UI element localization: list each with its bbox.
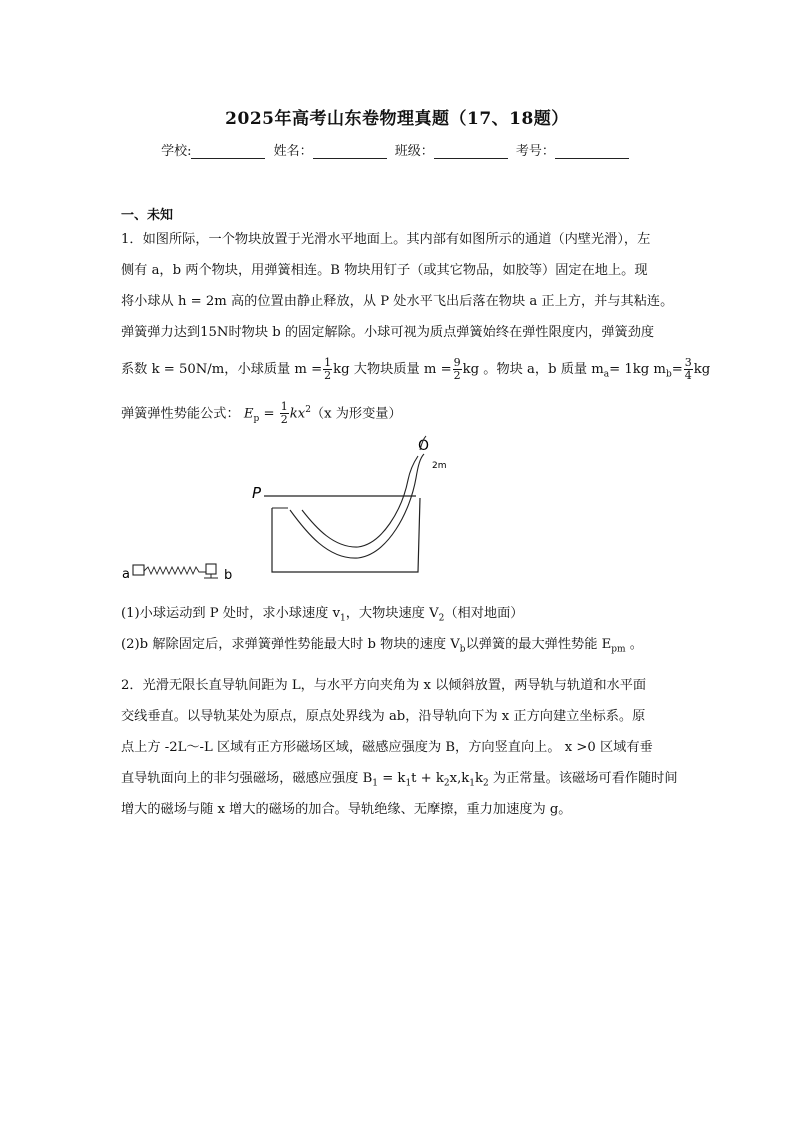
subscript: 1 xyxy=(405,778,412,789)
q1-mass-text: kg 大物块质量 m = xyxy=(333,362,452,377)
q2-line: 2．光滑无限长直导轨间距为 L，与水平方向夹角为 x 以倾斜放置，两导轨与轨道和水平面 xyxy=(121,678,647,693)
fig-label-p: P xyxy=(252,484,262,502)
part-text: 以弹簧的最大弹性势能 E xyxy=(465,637,612,652)
name-label: 姓名： xyxy=(273,144,313,159)
q1-mass-line xyxy=(121,348,711,392)
formula-text: （x 为形变量） xyxy=(310,406,402,422)
subscript: 2 xyxy=(438,613,445,624)
fraction-numerator: 1 xyxy=(324,356,332,369)
channel-outer-wall xyxy=(290,454,424,558)
question-1 xyxy=(121,224,711,428)
q1-mass-text: kg xyxy=(693,362,711,377)
q1-mass-text: = 1kg m xyxy=(609,362,666,377)
number-label: 考号： xyxy=(515,144,555,159)
fig-label-o: O xyxy=(418,438,430,454)
class-label: 班级： xyxy=(394,144,434,159)
q2-text: k xyxy=(475,771,483,786)
q2-text: t + k xyxy=(411,771,444,786)
fraction-numerator: 9 xyxy=(453,356,461,369)
section-heading: 一、未知 xyxy=(121,208,174,223)
q1-part-2 xyxy=(121,629,681,660)
block-a xyxy=(133,565,144,575)
q2-text: = k xyxy=(378,771,406,786)
number-blank xyxy=(555,146,629,159)
channel-inner-wall xyxy=(302,456,418,547)
fraction-denominator: 2 xyxy=(280,413,288,427)
page-title: 2025年高考山东卷物理真题（17、18题） xyxy=(225,109,569,129)
fraction-numerator: 3 xyxy=(684,356,692,369)
part-text: ，大物块速度 V xyxy=(345,606,439,621)
q1-line: 弹簧弹力达到15N时物块 b 的固定解除。小球可视为质点弹簧始终在弹性限度内，弹簧劲度 xyxy=(121,325,655,340)
q2-line: 交线垂直。以导轨某处为原点，原点处界线为 ab，沿导轨向下为 x 正方向建立坐标系。原 xyxy=(121,709,646,724)
subscript: p xyxy=(253,414,260,425)
nail-fixture xyxy=(204,574,218,578)
fraction-denominator: 2 xyxy=(324,369,332,382)
q2-field-line xyxy=(121,763,681,794)
name-blank xyxy=(313,146,387,159)
q1-mass-text: = xyxy=(671,362,683,377)
q1-mass-text: kg 。物块 a，b 质量 m xyxy=(462,362,604,377)
q1-energy-formula-line xyxy=(121,392,681,428)
fraction-denominator: 4 xyxy=(684,369,692,382)
q1-mass-text: 系数 k = 50N/m，小球质量 m = xyxy=(121,362,323,377)
block-b xyxy=(206,564,216,574)
fraction-nine-half xyxy=(453,357,462,382)
part-text: 。 xyxy=(625,637,643,652)
superscript: 2 xyxy=(305,405,311,415)
q2-text: 直导轨面向上的非匀强磁场，磁感应强度 B xyxy=(121,771,373,786)
part-text: (2)b 解除固定后，求弹簧弹性势能最大时 b 物块的速度 V xyxy=(121,637,460,652)
q2-text: 为正常量。该磁场可看作随时间 xyxy=(488,771,678,786)
formula-symbol: E xyxy=(243,406,254,422)
subscript: b xyxy=(459,644,466,655)
q1-line: 将小球从 h = 2m 高的位置由静止释放，从 P 处水平飞出后落在物块 a 正上方，并与其粘连。 xyxy=(121,294,674,309)
fraction-half xyxy=(280,401,289,426)
subscript: 1 xyxy=(340,613,346,624)
part-text: (1)小球运动到 P 处时，求小球速度 v xyxy=(121,606,341,621)
q2-line: 增大的磁场与随 x 增大的磁场的加合。导轨绝缘、无摩擦，重力加速度为 g。 xyxy=(121,802,572,817)
part-text: （相对地面） xyxy=(444,606,524,621)
q1-part-1 xyxy=(121,598,681,629)
question-2 xyxy=(121,670,681,825)
subscript: 1 xyxy=(372,778,378,789)
subscript: a xyxy=(603,369,610,380)
q1-line: 侧有 a，b 两个物块，用弹簧相连。B 物块用钉子（或其它物品，如胶等）固定在地上。现 xyxy=(121,263,648,278)
student-info-line xyxy=(0,140,794,159)
fraction-half xyxy=(323,357,332,382)
formula-symbol: kx xyxy=(289,406,306,422)
fig-label-2m: 2m xyxy=(432,461,447,471)
q2-line: 点上方 -2L～-L 区域有正方形磁场区域，磁感应强度为 B，方向竖直向上。 x >0 区域有垂 xyxy=(121,740,653,755)
block-channel-figure xyxy=(118,432,478,582)
subscript: 2 xyxy=(483,778,489,789)
fig-label-b: b xyxy=(224,568,233,582)
subscript: 1 xyxy=(469,778,475,789)
fig-label-a: a xyxy=(122,567,130,582)
school-blank xyxy=(191,146,265,159)
subscript: 2 xyxy=(443,778,450,789)
formula-text: = xyxy=(259,406,275,422)
fraction-denominator: 2 xyxy=(453,369,461,382)
fraction-three-quarter xyxy=(684,357,693,382)
school-label: 学校: xyxy=(161,144,192,159)
q2-text: x,k xyxy=(449,771,470,786)
formula-label: 弹簧弹性势能公式： xyxy=(121,406,240,422)
question-1-parts xyxy=(121,598,681,660)
subscript: b xyxy=(665,369,672,380)
q1-line: 1．如图所际，一个物块放置于光滑水平地面上。其内部有如图所示的通道（内壁光滑），左 xyxy=(121,232,651,247)
spring xyxy=(144,567,206,574)
class-blank xyxy=(434,146,508,159)
fraction-numerator: 1 xyxy=(280,400,288,414)
subscript: pm xyxy=(611,644,626,655)
